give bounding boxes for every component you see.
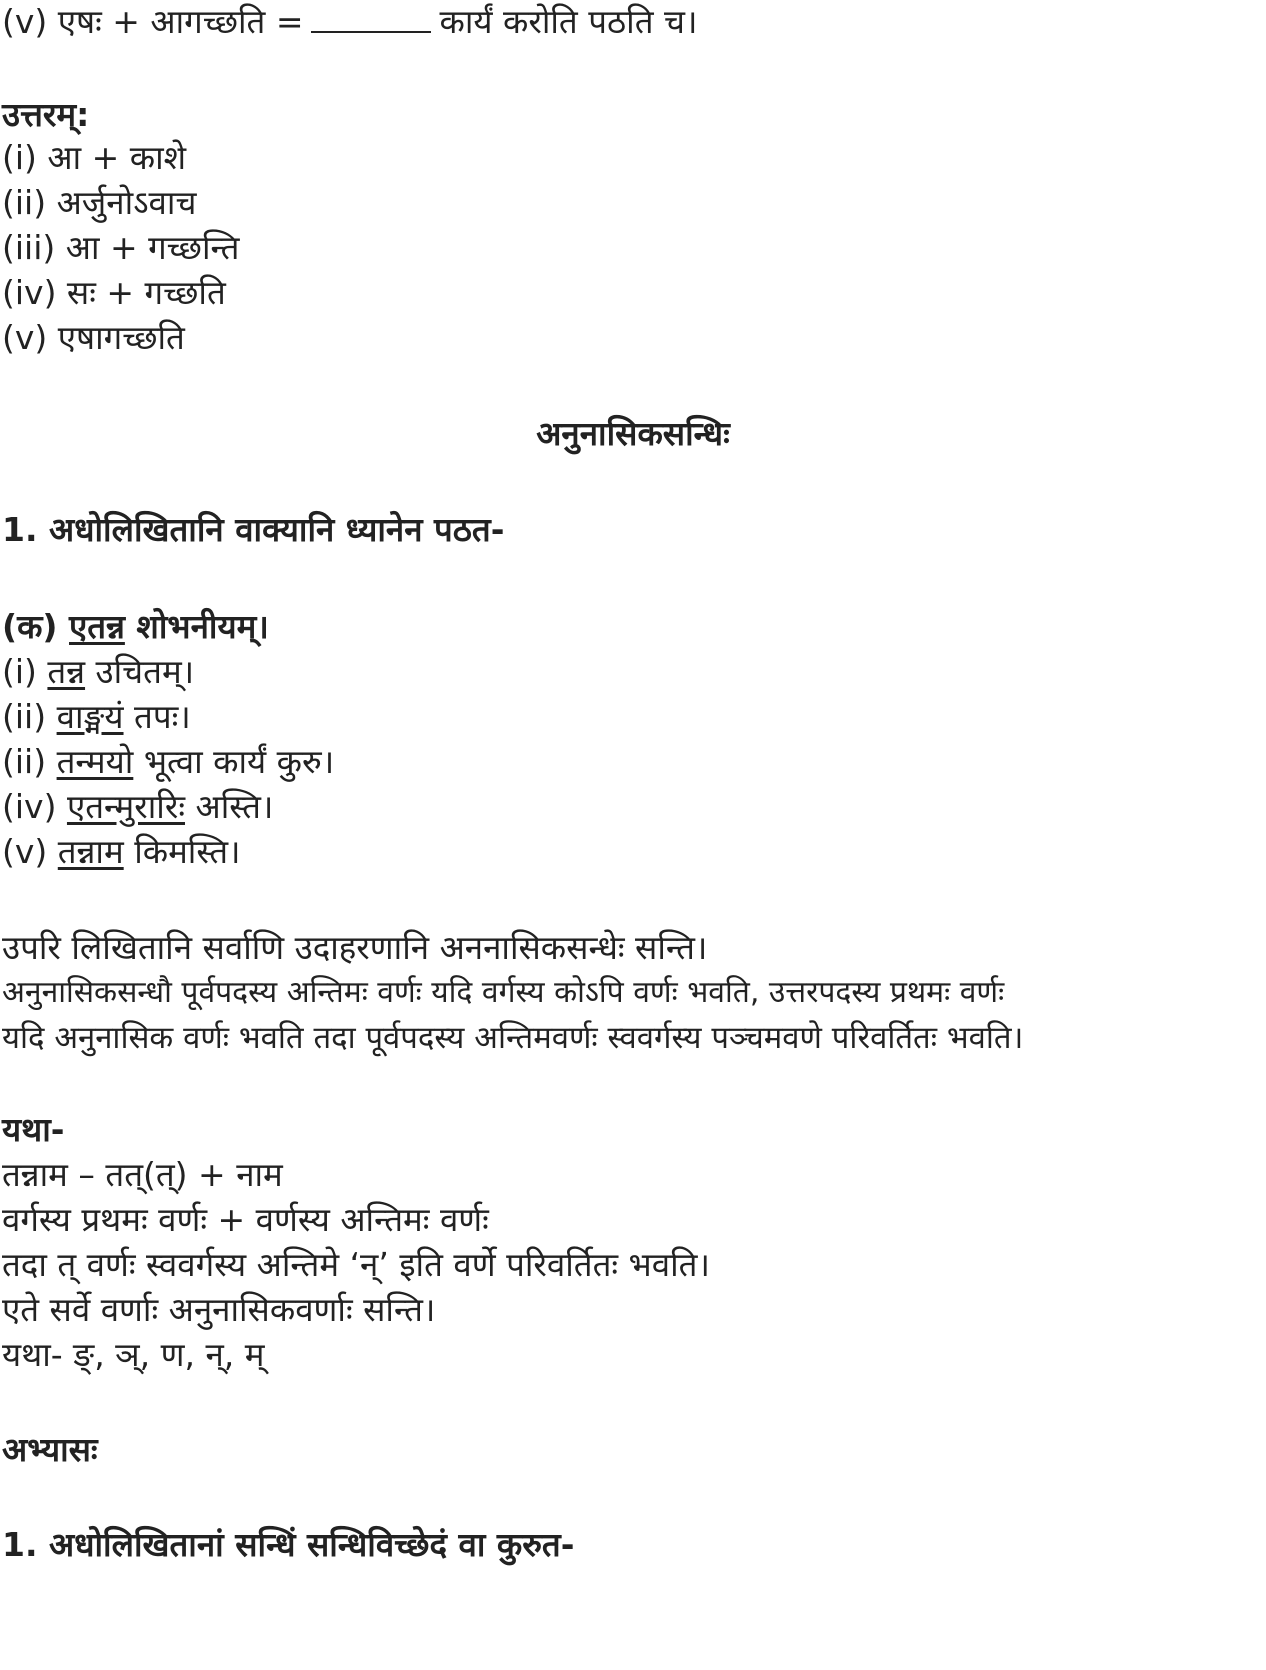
example-rest: तपः।: [134, 697, 191, 736]
example-word: तन्नाम: [57, 832, 124, 871]
example-heading-word: एतन्न: [69, 607, 125, 646]
example-num: (i): [2, 652, 37, 691]
example-item: [2, 787, 273, 827]
example-word: एतन्मुरारिः: [66, 787, 185, 826]
example-rest: उचितम्।: [95, 652, 195, 691]
answer-item: (iv) सः + गच्छति: [2, 273, 226, 312]
example-num: (iv): [2, 787, 57, 826]
example-heading: [2, 607, 269, 647]
example-heading-rest: शोभनीयम्।: [136, 607, 269, 646]
answer-blank: [311, 5, 431, 33]
yatha-line: वर्गस्य प्रथमः वर्णः + वर्णस्य अन्तिमः वर्णः: [2, 1200, 489, 1239]
example-num: (v): [2, 832, 48, 871]
answer-item: (iii) आ + गच्छन्ति: [2, 228, 240, 267]
explanation-line: अनुनासिकसन्धौ पूर्वपदस्य अन्तिमः वर्णः यदि वर्गस्य कोऽपि वर्णः भवति, उत्तरपदस्य प्रथमः वर्णः: [2, 975, 1005, 1010]
practice-heading: अभ्यासः: [2, 1430, 98, 1469]
example-num: (ii): [2, 697, 47, 736]
example-rest: अस्ति।: [195, 787, 274, 826]
example-item: [2, 742, 334, 782]
question-v-line: [2, 2, 697, 42]
section-instruction: 1. अधोलिखितानि वाक्यानि ध्यानेन पठत-: [2, 510, 505, 549]
example-num: (ii): [2, 742, 47, 781]
yatha-line: यथा- ङ्, ञ्, ण, न्, म्: [2, 1335, 265, 1374]
example-heading-prefix: (क): [2, 607, 58, 646]
example-rest: किमस्ति।: [134, 832, 241, 871]
example-item: [2, 652, 194, 692]
explanation-line: यदि अनुनासिक वर्णः भवति तदा पूर्वपदस्य अन्तिमवर्णः स्ववर्गस्य पञ्चमवणे परिवर्तितः भवति।: [2, 1020, 1024, 1056]
question-v-prefix: (v) एषः + आगच्छति =: [2, 2, 304, 41]
example-item: [2, 697, 191, 737]
yatha-line: एते सर्वे वर्णाः अनुनासिकवर्णाः सन्ति।: [2, 1290, 436, 1329]
yatha-line: तदा त् वर्णः स्ववर्गस्य अन्तिमे ‘न्’ इति वर्णे परिवर्तितः भवति।: [2, 1245, 710, 1284]
explanation-line: उपरि लिखितानि सर्वाणि उदाहरणानि अननासिकसन्धेः सन्ति।: [2, 928, 708, 967]
question-v-suffix: कार्यं करोति पठति च।: [439, 2, 698, 41]
example-word: तन्मयो: [56, 742, 134, 781]
yatha-heading: यथा-: [2, 1110, 65, 1149]
example-word: तन्न: [47, 652, 86, 691]
answer-item: (i) आ + काशे: [2, 138, 187, 177]
practice-instruction: 1. अधोलिखितानां सन्धिं सन्धिविच्छेदं वा कुरुत-: [2, 1525, 575, 1564]
answer-item: (v) एषागच्छति: [2, 318, 185, 357]
example-rest: भूत्वा कार्यं कुरु।: [143, 742, 335, 781]
answer-item: (ii) अर्जुनोऽवाच: [2, 183, 197, 222]
answer-heading: उत्तरम्:: [2, 95, 90, 134]
section-title: अनुनासिकसन्धिः: [536, 414, 730, 453]
example-item: [2, 832, 241, 872]
example-word: वाङ्मयं: [56, 697, 124, 736]
yatha-line: तन्नाम – तत्(त्) + नाम: [2, 1155, 283, 1194]
